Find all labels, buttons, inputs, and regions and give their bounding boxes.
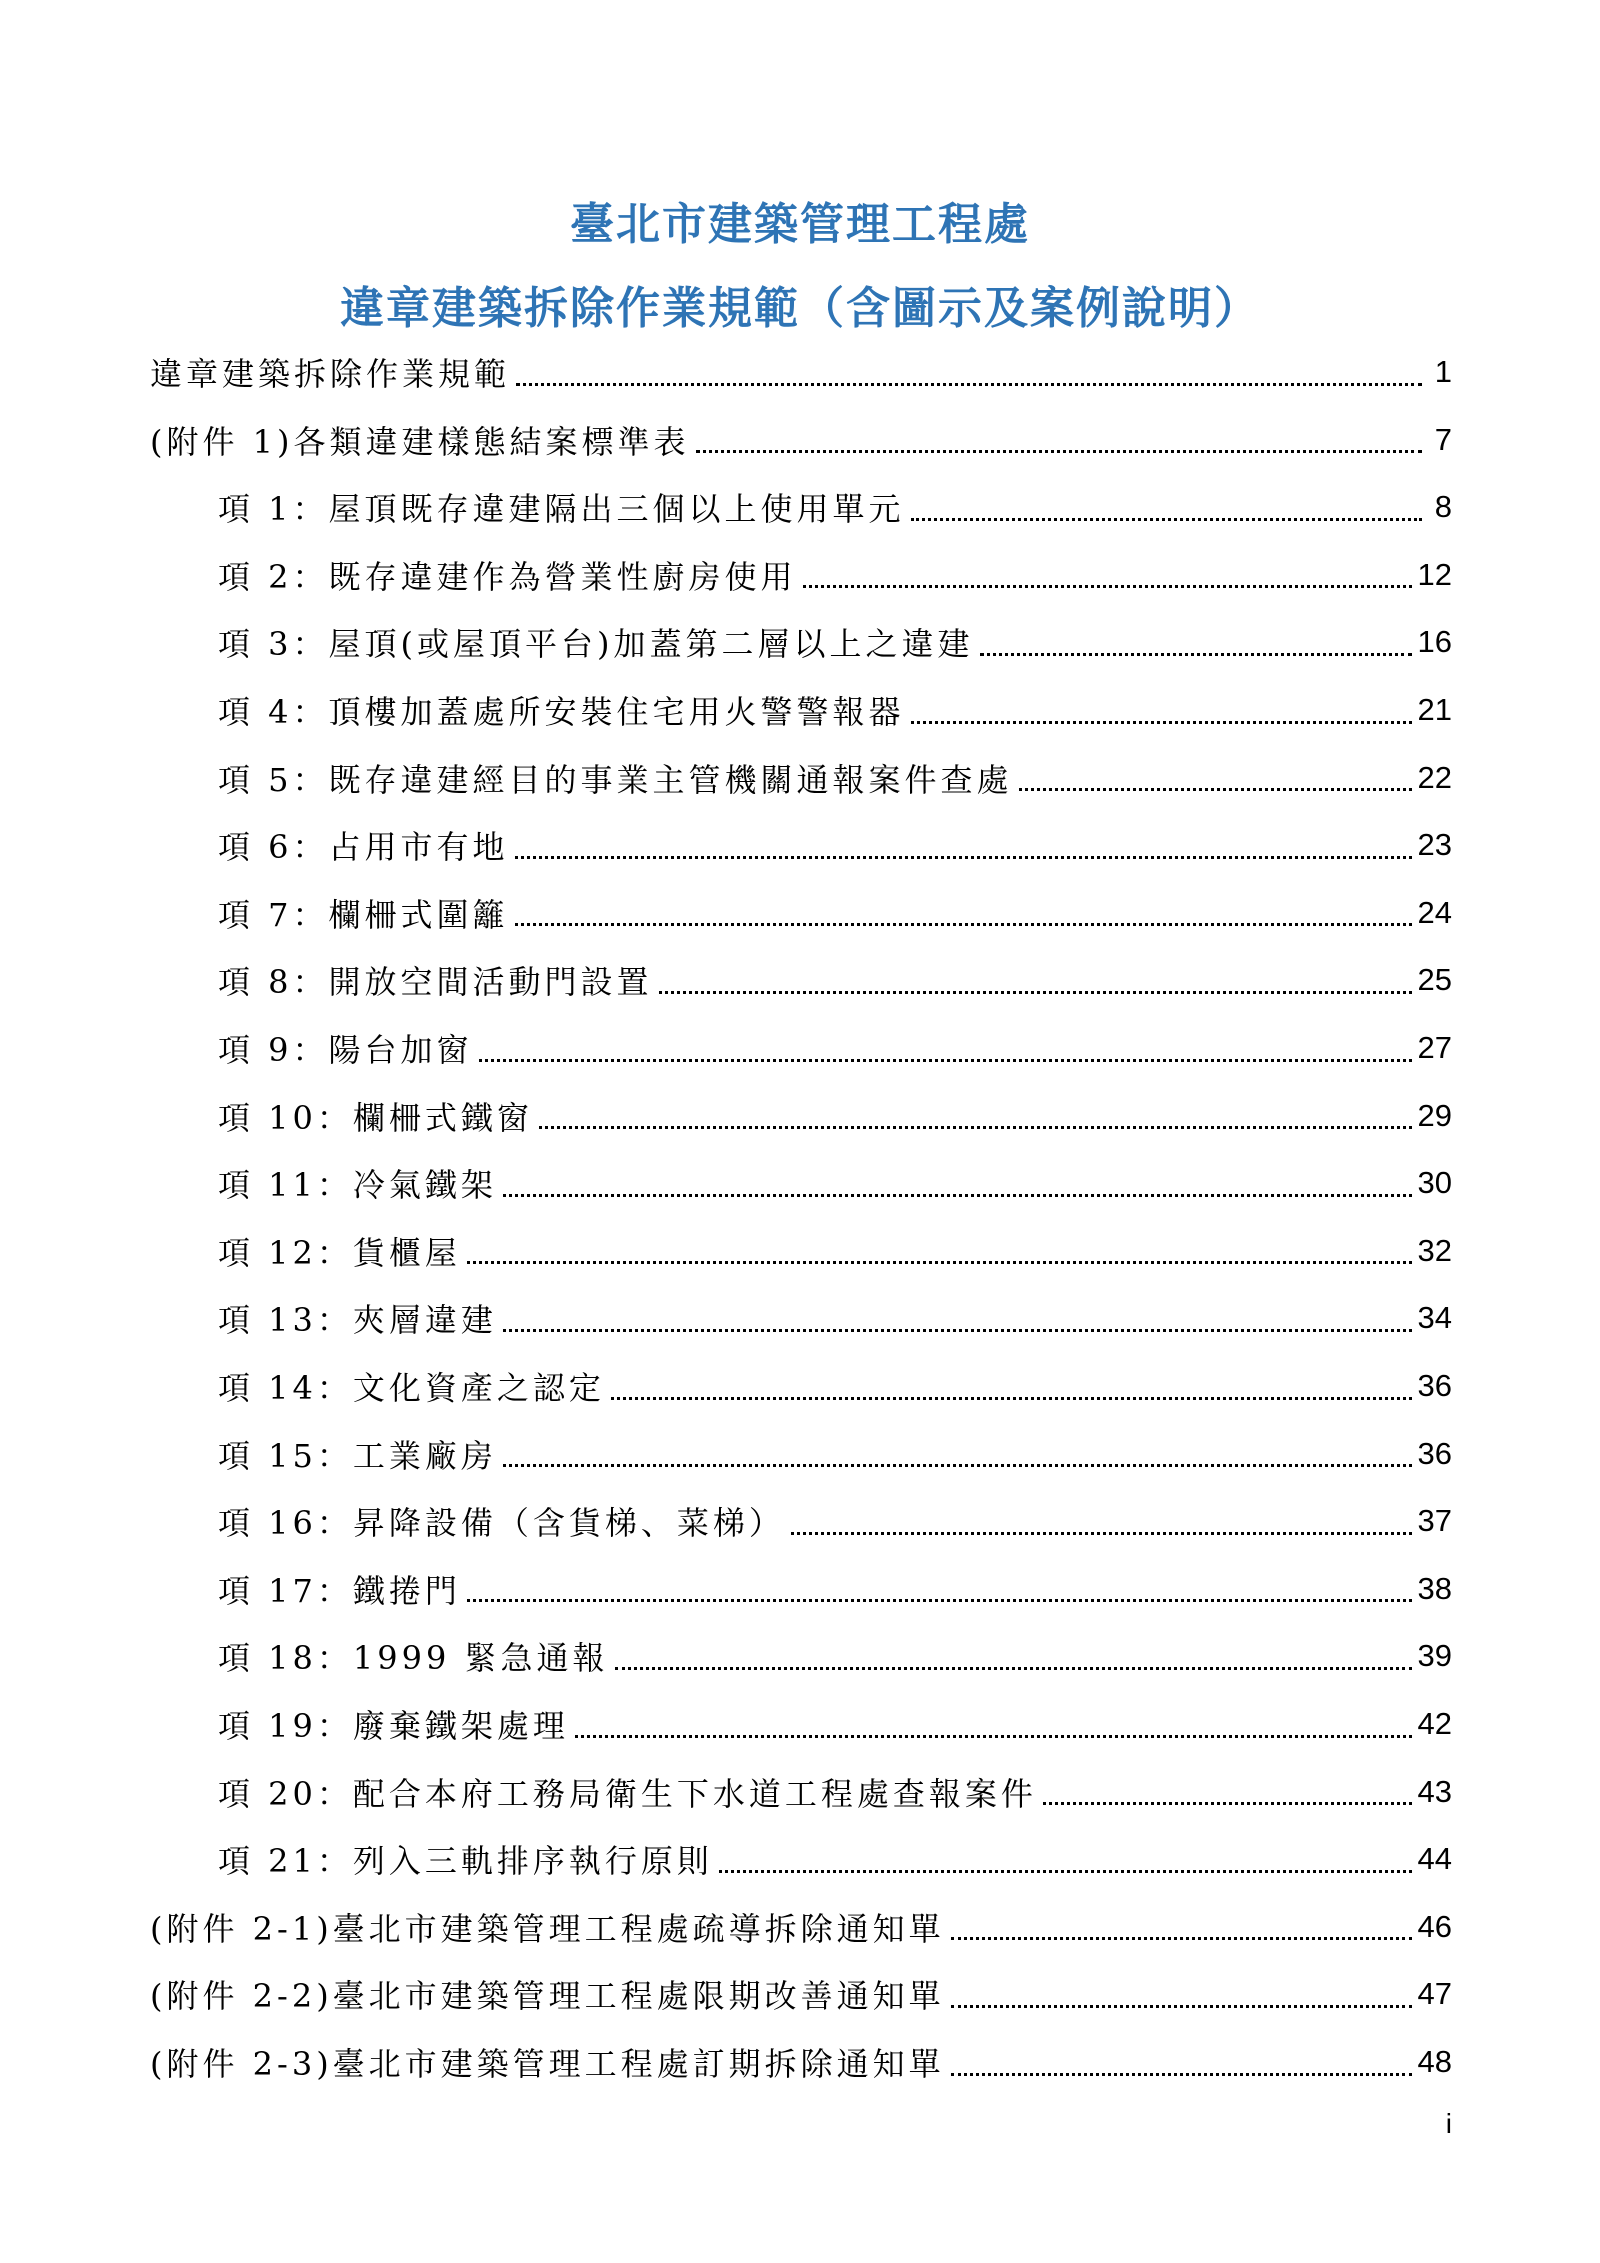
toc-entry[interactable] [218, 811, 1452, 879]
toc-entry[interactable] [218, 608, 1452, 676]
toc-entry-page: 32 [1417, 1232, 1452, 1268]
toc-entry-label: 違章建築拆除作業規範 [150, 355, 511, 393]
toc-entry-label: 項 5：既存違建經目的事業主管機關通報案件查處 [218, 760, 1013, 799]
toc-entry-page: 42 [1417, 1706, 1452, 1741]
toc-entry[interactable] [150, 406, 1452, 474]
toc-entry-label: 項 1：屋頂既存違建隔出三個以上使用單元 [218, 490, 905, 529]
toc-entry[interactable] [218, 1149, 1452, 1217]
toc-entry[interactable] [218, 744, 1452, 812]
toc-entry[interactable] [218, 879, 1452, 947]
toc-entry[interactable] [218, 1825, 1452, 1893]
toc-entry[interactable] [218, 1014, 1452, 1082]
toc-entry[interactable] [218, 1487, 1452, 1555]
toc-entry-page: 38 [1417, 1570, 1452, 1606]
toc-entry[interactable] [218, 1758, 1452, 1826]
toc-leader-dots [791, 1532, 1412, 1535]
toc-entry-page: 8 [1434, 489, 1452, 525]
toc-leader-dots [515, 923, 1412, 926]
toc-leader-dots [516, 383, 1422, 386]
document-subtitle: 違章建築拆除作業規範（含圖示及案例說明） [340, 283, 1260, 334]
toc-leader-dots [467, 1261, 1412, 1264]
toc-leader-dots [951, 1937, 1412, 1940]
toc-leader-dots [951, 2005, 1412, 2008]
toc-entry-page: 46 [1417, 1908, 1452, 1944]
toc-entry[interactable] [218, 1217, 1452, 1285]
toc-leader-dots [611, 1397, 1412, 1400]
toc-leader-dots [659, 991, 1412, 994]
toc-leader-dots [479, 1059, 1412, 1062]
document-title: 臺北市建築管理工程處 [570, 199, 1030, 250]
toc-entry-page: 43 [1417, 1773, 1452, 1809]
toc-entry-label: (附件 2-1)臺北市建築管理工程處疏導拆除通知單 [150, 1909, 945, 1948]
toc-entry-page: 37 [1417, 1503, 1452, 1539]
toc-entry[interactable] [150, 1960, 1452, 2028]
toc-entry-page: 34 [1417, 1300, 1452, 1336]
toc-entry-label: (附件 1)各類違建樣態結案標準表 [150, 422, 690, 461]
toc-entry-page: 29 [1417, 1097, 1452, 1133]
toc-entry-page: 36 [1417, 1368, 1452, 1403]
toc-entry-page: 7 [1434, 421, 1452, 457]
toc-entry-label: 項 9：陽台加窗 [218, 1031, 473, 1069]
toc-leader-dots [1019, 788, 1412, 791]
toc-leader-dots [719, 1870, 1412, 1873]
toc-entry-label: 項 11：冷氣鐵架 [218, 1166, 497, 1205]
toc-leader-dots [951, 2073, 1412, 2076]
toc-entry-label: 項 12：貨櫃屋 [218, 1233, 461, 1272]
toc-leader-dots [911, 721, 1412, 724]
toc-entry-label: 項 16：昇降設備（含貨梯、菜梯） [218, 1504, 785, 1543]
toc-leader-dots [575, 1735, 1412, 1738]
toc-entry[interactable] [218, 1284, 1452, 1352]
page-number: i [1445, 2108, 1452, 2139]
toc-entry[interactable] [218, 473, 1452, 541]
toc-entry-page: 23 [1417, 827, 1452, 863]
toc-entry[interactable] [218, 1352, 1452, 1420]
toc-entry-label: 項 6：占用市有地 [218, 828, 509, 867]
toc-leader-dots [803, 585, 1412, 588]
toc-entry-label: 項 13：夾層違建 [218, 1301, 497, 1340]
toc-entry-page: 44 [1417, 1841, 1452, 1877]
toc-entry-page: 36 [1417, 1435, 1452, 1471]
toc-entry[interactable] [218, 1082, 1452, 1150]
toc-entry-page: 47 [1417, 1976, 1452, 2012]
toc-entry-page: 25 [1417, 962, 1452, 998]
toc-leader-dots [467, 1599, 1412, 1602]
toc-leader-dots [615, 1667, 1412, 1670]
toc-leader-dots [503, 1464, 1412, 1467]
toc-entry-label: 項 17：鐵捲門 [218, 1571, 461, 1610]
toc-leader-dots [980, 653, 1412, 656]
toc-entry-page: 21 [1417, 692, 1452, 727]
toc-entry[interactable] [218, 1420, 1452, 1488]
toc-entry-label: (附件 2-2)臺北市建築管理工程處限期改善通知單 [150, 1977, 945, 2016]
toc-leader-dots [911, 518, 1422, 521]
toc-entry-label: 項 2：既存違建作為營業性廚房使用 [218, 557, 797, 596]
toc-leader-dots [503, 1194, 1412, 1197]
toc-entry-label: 項 20：配合本府工務局衛生下水道工程處查報案件 [218, 1774, 1037, 1813]
toc-entry-page: 27 [1417, 1030, 1452, 1065]
toc-entry[interactable] [218, 946, 1452, 1014]
toc-entry-page: 12 [1417, 556, 1452, 592]
toc-entry-page: 39 [1417, 1638, 1452, 1674]
toc-entry-label: 項 15：工業廠房 [218, 1436, 497, 1475]
toc-entry-label: 項 19：廢棄鐵架處理 [218, 1707, 569, 1745]
toc-leader-dots [515, 856, 1412, 859]
toc-entry[interactable] [218, 1555, 1452, 1623]
toc-leader-dots [503, 1329, 1412, 1332]
toc-entry[interactable] [218, 1690, 1452, 1758]
toc-entry-label: 項 7：欄柵式圍籬 [218, 895, 509, 934]
toc-entry[interactable] [218, 541, 1452, 609]
toc-entry-label: 項 18：1999 緊急通報 [218, 1639, 609, 1678]
toc-leader-dots [539, 1126, 1412, 1129]
toc-entry-page: 30 [1417, 1165, 1452, 1201]
toc-entry-label: 項 3：屋頂(或屋頂平台)加蓋第二層以上之違建 [218, 625, 974, 664]
toc-entry[interactable] [150, 2028, 1452, 2096]
toc-entry-page: 48 [1417, 2044, 1452, 2079]
toc-entry-label: 項 8：開放空間活動門設置 [218, 963, 653, 1002]
toc-entry-page: 22 [1417, 759, 1452, 795]
toc-leader-dots [696, 450, 1422, 453]
toc-entry-label: (附件 2-3)臺北市建築管理工程處訂期拆除通知單 [150, 2045, 945, 2083]
toc-entry-label: 項 14：文化資產之認定 [218, 1369, 605, 1407]
toc-entry[interactable] [150, 1893, 1452, 1961]
toc-entry-page: 16 [1417, 624, 1452, 660]
toc-leader-dots [1043, 1802, 1412, 1805]
toc-entry-label: 項 10：欄柵式鐵窗 [218, 1098, 533, 1137]
toc-entry-label: 項 4：頂樓加蓋處所安裝住宅用火警警報器 [218, 693, 905, 731]
toc-entry[interactable] [150, 338, 1452, 406]
toc-entry[interactable] [218, 676, 1452, 744]
toc-entry-label: 項 21：列入三軌排序執行原則 [218, 1842, 713, 1881]
toc-entry-page: 24 [1417, 894, 1452, 930]
toc-entry[interactable] [218, 1622, 1452, 1690]
toc-entry-page: 1 [1434, 354, 1452, 389]
